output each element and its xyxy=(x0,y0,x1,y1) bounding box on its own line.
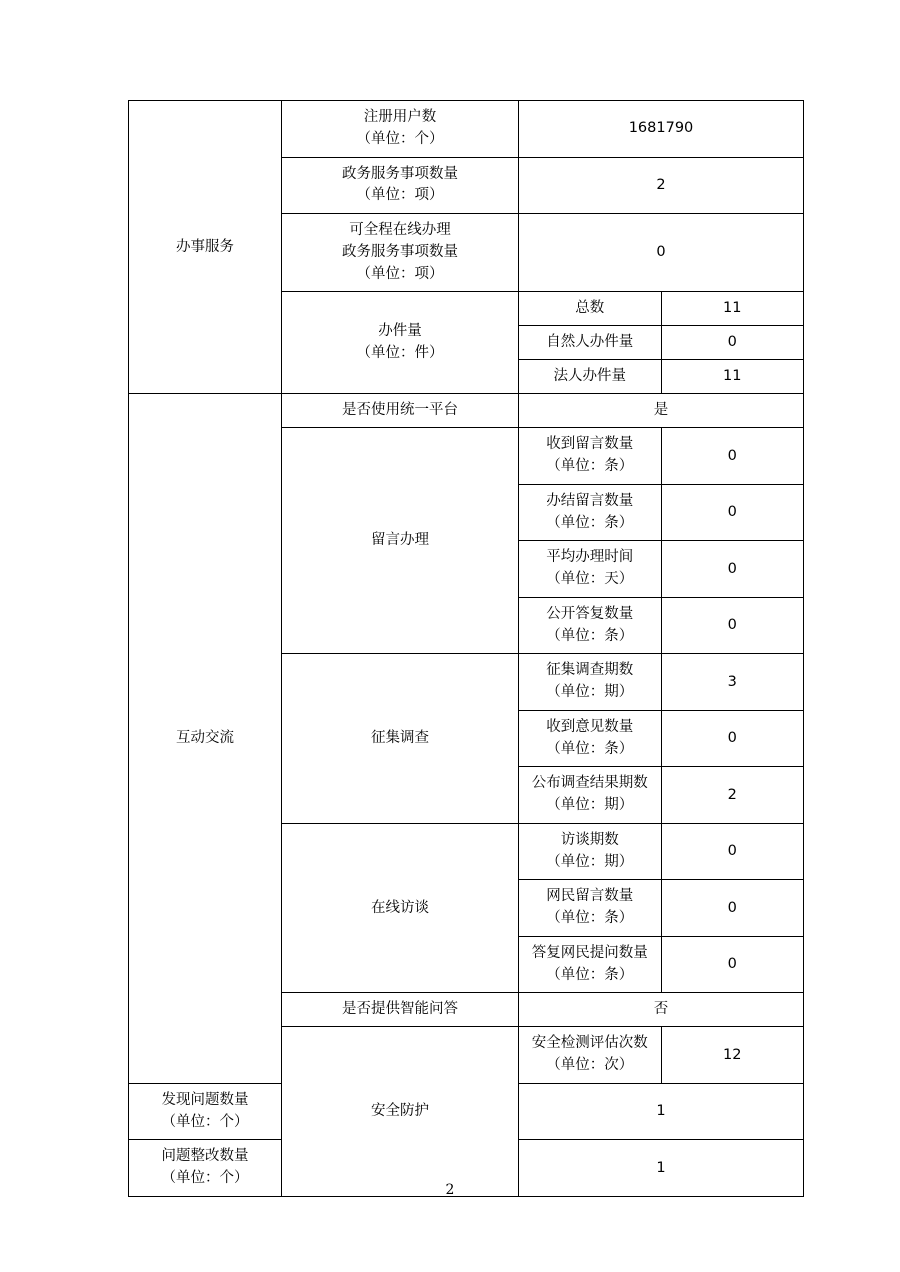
subitem-label-opinions-received xyxy=(519,710,662,767)
subitem-label: 收到意见数量 xyxy=(546,718,634,735)
item-cell-unified-platform: 是否使用统一平台 xyxy=(282,394,519,428)
item-unit: （单位：个） xyxy=(161,1170,249,1187)
value-opinions-received: 0 xyxy=(661,710,804,767)
subitem-unit: （单位：天） xyxy=(546,571,634,588)
value-interview-count: 0 xyxy=(661,823,804,880)
subitem-label-survey-count xyxy=(519,654,662,711)
value-published-results: 2 xyxy=(661,767,804,824)
item-label: 办件量 xyxy=(378,323,422,340)
value-smart-qa: 否 xyxy=(519,993,804,1027)
subitem-label-netizen-replies xyxy=(519,936,662,993)
subitem-label: 网民留言数量 xyxy=(546,888,634,905)
subitem-label-average-time xyxy=(519,541,662,598)
value-total: 11 xyxy=(661,292,804,326)
subitem-label-published-results xyxy=(519,767,662,824)
value-security-assessments: 12 xyxy=(661,1027,804,1084)
value-service-items: 2 xyxy=(519,157,804,214)
subitem-unit: （单位：条） xyxy=(546,627,634,644)
value-public-replies: 0 xyxy=(661,597,804,654)
subitem-unit: （单位：条） xyxy=(546,458,634,475)
value-netizen-replies: 0 xyxy=(661,936,804,993)
value-average-time: 0 xyxy=(661,541,804,598)
item-label: 问题整改数量 xyxy=(161,1148,249,1165)
item-label: 发现问题数量 xyxy=(161,1091,249,1108)
subitem-unit: （单位：条） xyxy=(546,966,634,983)
subitem-unit: （单位：期） xyxy=(546,853,634,870)
value-legal-person: 11 xyxy=(661,360,804,394)
table-row xyxy=(129,101,804,158)
value-messages-received: 0 xyxy=(661,428,804,485)
value-registered-users: 1681790 xyxy=(519,101,804,158)
page-number: 2 xyxy=(445,1182,455,1198)
subitem-label-messages-completed xyxy=(519,484,662,541)
item-unit: （单位：个） xyxy=(356,130,444,147)
government-website-statistics-table xyxy=(128,100,804,1197)
category-cell-interaction: 互动交流 xyxy=(129,394,282,1084)
item-unit: （单位：次） xyxy=(546,1057,634,1074)
subitem-label-total: 总数 xyxy=(519,292,662,326)
item-label-line2: 政务服务事项数量 xyxy=(342,243,458,260)
value-unified-platform: 是 xyxy=(519,394,804,428)
subitem-label-legal-person: 法人办件量 xyxy=(519,360,662,394)
item-cell-case-volume xyxy=(282,292,519,394)
subitem-label-public-replies xyxy=(519,597,662,654)
subitem-label: 公布调查结果期数 xyxy=(531,775,648,792)
subitem-label: 平均办理时间 xyxy=(546,549,634,566)
subitem-label: 访谈期数 xyxy=(560,831,619,848)
value-issues-fixed: 1 xyxy=(519,1140,804,1197)
value-messages-completed: 0 xyxy=(661,484,804,541)
item-cell-survey: 征集调查 xyxy=(282,654,519,824)
value-netizen-messages: 0 xyxy=(661,880,804,937)
item-cell-smart-qa: 是否提供智能问答 xyxy=(282,993,519,1027)
item-unit: （单位：件） xyxy=(356,344,444,361)
item-label: 注册用户数 xyxy=(363,109,437,125)
subitem-label: 公开答复数量 xyxy=(546,605,634,622)
subitem-label: 征集调查期数 xyxy=(546,662,634,679)
value-online-service-items: 0 xyxy=(519,214,804,292)
item-cell-registered-users xyxy=(282,101,519,158)
value-issues-found: 1 xyxy=(519,1083,804,1140)
category-cell-security: 安全防护 xyxy=(282,1027,519,1197)
subitem-unit: （单位：条） xyxy=(546,514,634,531)
subitem-label-interview-count xyxy=(519,823,662,880)
subitem-unit: （单位：条） xyxy=(546,910,634,927)
item-cell-issues-found xyxy=(129,1083,282,1140)
value-survey-count: 3 xyxy=(661,654,804,711)
item-cell-online-interview: 在线访谈 xyxy=(282,823,519,993)
subitem-unit: （单位：期） xyxy=(546,797,634,814)
subitem-unit: （单位：条） xyxy=(546,740,634,757)
subitem-label-netizen-messages xyxy=(519,880,662,937)
value-natural-person: 0 xyxy=(661,326,804,360)
item-cell-message-handling: 留言办理 xyxy=(282,428,519,654)
item-cell-online-service-items xyxy=(282,214,519,292)
subitem-label: 答复网民提问数量 xyxy=(531,944,648,961)
table-row xyxy=(129,394,804,428)
subitem-label-natural-person: 自然人办件量 xyxy=(519,326,662,360)
item-label: 政务服务事项数量 xyxy=(342,165,458,182)
item-label-line1: 可全程在线办理 xyxy=(349,222,451,238)
item-cell-service-items xyxy=(282,157,519,214)
subitem-label: 收到留言数量 xyxy=(546,436,634,453)
item-label: 安全检测评估次数 xyxy=(531,1035,648,1052)
category-cell-service: 办事服务 xyxy=(129,101,282,394)
item-unit: （单位：个） xyxy=(161,1113,249,1130)
item-cell-security-assessments xyxy=(519,1027,662,1084)
item-unit: （单位：项） xyxy=(356,187,444,204)
item-unit: （单位：项） xyxy=(356,265,444,282)
subitem-label: 办结留言数量 xyxy=(546,492,634,509)
subitem-unit: （单位：期） xyxy=(546,684,634,701)
subitem-label-messages-received xyxy=(519,428,662,485)
